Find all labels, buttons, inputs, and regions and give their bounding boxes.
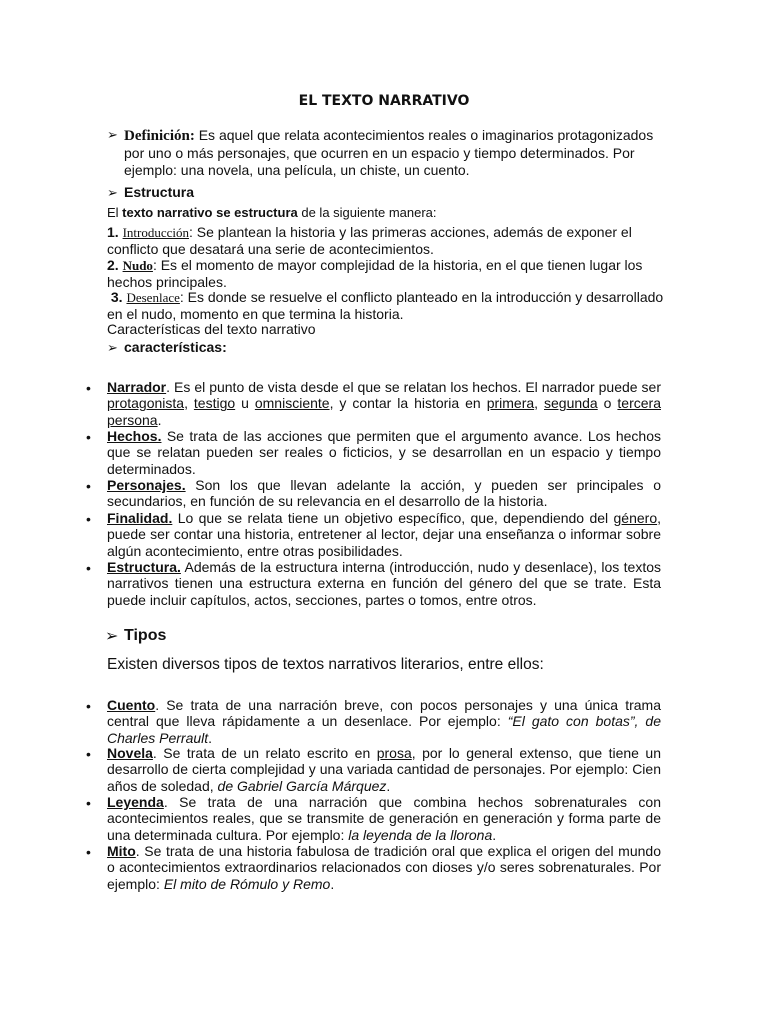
- bullet-icon: •: [86, 511, 91, 527]
- definicion-paragraph: [124, 127, 664, 179]
- document-title: EL TEXTO NARRATIVO: [298, 93, 470, 109]
- estructura-arrow-icon: ➢: [107, 185, 118, 200]
- bullet-icon: •: [86, 746, 91, 762]
- link-tercera-persona[interactable]: tercera persona: [107, 395, 661, 428]
- bullet-icon: •: [86, 795, 91, 811]
- link-testigo[interactable]: testigo: [193, 395, 236, 412]
- estructura-heading: Estructura: [124, 184, 195, 200]
- list-item-hechos: Hechos. Se trata de las acciones que permiten que el argumento avance. Los hechos que se relatan pueden ser reales o ficticios, y se desarrollan en un espacio y tiempo determinados.: [107, 428, 661, 477]
- tipos-arrow-icon: ➢: [105, 628, 119, 645]
- link-omnisciente[interactable]: omnisciente: [254, 395, 330, 412]
- estructura-intro: El texto narrativo se estructura de la siguiente manera:: [107, 205, 437, 220]
- bullet-icon: •: [86, 844, 91, 860]
- term-nudo: Nudo: [122, 258, 153, 273]
- link-prosa[interactable]: prosa: [376, 745, 412, 761]
- definicion-label: Definición:: [124, 128, 195, 144]
- list-item-cuento: Cuento. Se trata de una narración breve, con pocos personajes y una única trama central que lleva rápidamente a un desenlace. Por ejemplo: “El gato con botas”, de Charles Perrault.: [107, 697, 661, 746]
- list-item-finalidad: Finalidad. Lo que se relata tiene un objetivo específico, que, dependiendo del género, puede ser contar una historia, entretener al lector, dejar una enseñanza o informar sobre algún acontecimiento, entre otras posibilidades.: [107, 510, 661, 559]
- estructura-item-1: 1. Introducción: Se plantean la historia y las primeras acciones, además de exponer el conflicto que desatará una serie de acontecimientos.: [107, 224, 632, 257]
- estructura-item-2: 2. Nudo: Es el momento de mayor complejidad de la historia, en el que tienen lugar los hechos principales.: [107, 257, 643, 290]
- link-segunda[interactable]: segunda: [544, 395, 598, 412]
- definicion-arrow-icon: ➢: [107, 127, 118, 142]
- link-protagonista[interactable]: protagonista: [107, 395, 185, 412]
- list-item-novela: Novela. Se trata de un relato escrito en prosa, por lo general extenso, que tiene un desarrollo de cierta complejidad y una variada cantidad de personajes. Por ejemplo: Cien años de soledad, de Gabriel García Márquez.: [107, 745, 661, 794]
- list-item-personajes: Personajes. Son los que llevan adelante la acción, y pueden ser principales o secundarios, en función de su relevancia en el desarrollo de la historia.: [107, 477, 661, 510]
- list-item-leyenda: Leyenda. Se trata de una narración que combina hechos sobrenaturales con acontecimientos reales, que se transmite de generación en generación y forma parte de una determinada cultura. Por ejemplo: la leyenda de la llorona.: [107, 794, 661, 843]
- link-genero[interactable]: género: [613, 510, 658, 526]
- estructura-item-3: 3. Desenlace: Es donde se resuelve el conflicto planteado en la introducción y desarrollado en el nudo, momento en que termina la historia.: [107, 289, 664, 322]
- estructura-trailing: Características del texto narrativo: [107, 321, 316, 337]
- definicion-text: Es aquel que relata acontecimientos reales o imaginarios protagonizados por uno o más personajes, que ocurren en un espacio y tiempo determinados. Por ejemplo: una novela, una película, un chiste, un cuento.: [124, 127, 654, 178]
- tipos-heading: Tipos: [124, 627, 167, 644]
- bullet-icon: •: [86, 429, 91, 445]
- list-item-estructura: Estructura. Además de la estructura interna (introducción, nudo y desenlace), los textos narrativos tienen una estructura externa en función del género del que se trate. Esta puede incluir capítulos, actos, secciones, partes o tomos, entre otros.: [107, 559, 661, 608]
- bullet-icon: •: [86, 478, 91, 494]
- list-item-narrador: Narrador. Es el punto de vista desde el que se relatan los hechos. El narrador puede ser protagonista, testigo u omnisciente, y contar la historia en primera, segunda o tercera persona.: [107, 379, 661, 428]
- estructura-intro-bold: texto narrativo se estructura: [122, 205, 298, 220]
- bullet-icon: •: [86, 698, 91, 714]
- list-item-mito: Mito. Se trata de una historia fabulosa de tradición oral que explica el origen del mundo o acontecimientos extraordinarios relacionados con dioses y/o seres sobrenaturales. Por ejemplo: El mito de Rómulo y Remo.: [107, 843, 661, 892]
- term-introduccion: Introducción: [122, 225, 189, 240]
- caracteristicas-arrow-icon: ➢: [107, 340, 118, 355]
- term-desenlace: Desenlace: [126, 290, 180, 305]
- link-primera[interactable]: primera: [486, 395, 535, 412]
- bullet-icon: •: [86, 560, 91, 576]
- caracteristicas-heading: características:: [124, 339, 227, 355]
- bullet-icon: •: [86, 380, 91, 396]
- tipos-intro: Existen diversos tipos de textos narrativos literarios, entre ellos:: [107, 656, 544, 673]
